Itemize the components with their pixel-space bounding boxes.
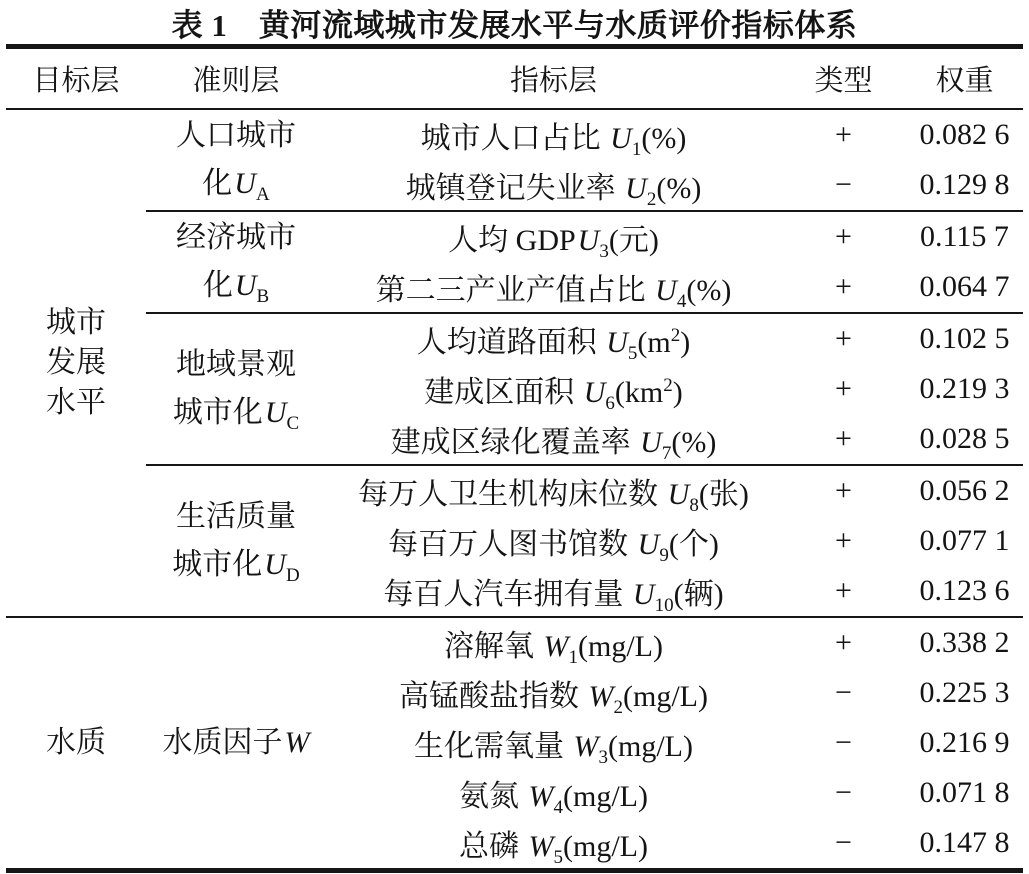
indicator-symbol: U (583, 376, 606, 409)
target-line: 水质 (46, 726, 106, 759)
criterion-subscript: A (255, 184, 270, 205)
weight-cell: 0.115 7 (920, 220, 1009, 253)
indicator-cell (326, 721, 781, 768)
criterion-groups (146, 618, 1023, 868)
indicator-unit: (%) (686, 274, 732, 307)
criterion-symbol: U (264, 548, 286, 581)
indicator-symbol: U (655, 274, 677, 307)
indicator-subscript: 5 (553, 847, 563, 868)
criterion-line1: 生活质量 (176, 500, 296, 533)
indicator-subscript: 4 (553, 797, 563, 818)
criterion-text: 化 (202, 167, 233, 200)
indicator-text: 每百万人图书馆数 (388, 528, 636, 561)
indicator-cell (326, 215, 781, 262)
indicator-text: 建成区面积 (424, 376, 582, 409)
weight-cell: 0.102 5 (919, 322, 1010, 355)
type-cell: + (835, 422, 852, 455)
indicator-unit-close: ) (672, 376, 683, 409)
type-cell: + (835, 474, 852, 507)
indicator-unit: (张) (698, 478, 749, 511)
weight-cell: 0.082 6 (919, 118, 1010, 151)
criterion-group-ud (146, 464, 1023, 616)
criterion-line2 (203, 262, 269, 310)
indicator-text: 建成区绿化覆盖率 (390, 426, 639, 459)
table-row (326, 768, 1023, 818)
weight-cell: 0.147 8 (919, 826, 1010, 859)
criterion-cell (146, 466, 326, 616)
criterion-text: 水质因子 (162, 726, 283, 759)
indicator-text: 城市人口占比 (420, 122, 609, 155)
table-title: 表 1 黄河流域城市发展水平与水质评价指标体系 (171, 7, 858, 43)
table-row (326, 618, 1023, 668)
indicator-subscript: 2 (613, 697, 623, 718)
weight-cell: 0.219 3 (919, 372, 1010, 405)
table-header-row (6, 49, 1023, 110)
weight-cell: 0.071 8 (919, 776, 1010, 809)
indicator-subscript: 9 (659, 545, 669, 566)
weight-cell: 0.077 1 (919, 524, 1010, 557)
table-row (326, 364, 1023, 414)
indicator-rows (326, 110, 1023, 210)
col-header-type: 类型 (814, 65, 873, 97)
indicator-subscript: 5 (627, 343, 638, 364)
indicator-subscript: 4 (676, 291, 687, 312)
indicator-unit: (mg/L) (608, 730, 693, 763)
indicator-rows (326, 314, 1023, 464)
indicator-cell (326, 163, 781, 210)
indicator-subscript: 3 (599, 241, 609, 262)
indicator-symbol: U (632, 578, 655, 611)
indicator-cell (326, 771, 781, 818)
indicator-text: 人均道路面积 (416, 326, 605, 359)
target-cell (6, 110, 146, 616)
type-cell: − (835, 676, 852, 709)
indicator-unit: (m (637, 326, 671, 359)
type-cell: + (835, 626, 852, 659)
target-line: 发展 (46, 346, 106, 379)
indicator-cell (326, 417, 781, 464)
indicator-subscript: 10 (654, 595, 674, 616)
indicator-text: 高锰酸盐指数 (399, 680, 587, 713)
criterion-cell (146, 314, 326, 464)
indicator-text: 生化需氧量 (414, 730, 572, 763)
criterion-line1: 地域景观 (176, 348, 296, 381)
criterion-group-ub (146, 210, 1023, 312)
weight-cell: 0.123 6 (919, 574, 1010, 607)
criterion-group-ua (146, 110, 1023, 210)
col-header-target: 目标层 (32, 65, 120, 97)
indicator-unit: (mg/L) (578, 630, 663, 663)
table-row (326, 160, 1023, 210)
indicator-rows (326, 212, 1023, 312)
criterion-line1: 人口城市 (176, 119, 296, 152)
table-row (326, 414, 1023, 464)
table-row (326, 718, 1023, 768)
weight-cell: 0.028 5 (919, 422, 1010, 455)
criterion-cell (146, 110, 326, 210)
indicator-subscript: 3 (598, 747, 608, 768)
type-cell: − (835, 726, 852, 759)
indicator-cell (326, 671, 781, 718)
table-row (326, 314, 1023, 364)
indicator-unit: (mg/L) (563, 830, 648, 863)
col-header-indicator: 指标层 (509, 65, 597, 97)
table-row (326, 818, 1023, 868)
indicator-cell (326, 569, 781, 616)
criterion-cell (146, 212, 326, 312)
table-row (326, 212, 1023, 262)
indicator-subscript: 1 (631, 139, 642, 160)
indicator-symbol: W (543, 630, 569, 663)
table-row (326, 566, 1023, 616)
indicator-text: 第二三产业产值占比 (375, 274, 654, 307)
criterion-symbol: U (234, 167, 256, 200)
indicator-superscript: 2 (670, 325, 681, 346)
indicator-text: 氨氮 (459, 780, 527, 813)
indicator-superscript: 2 (663, 375, 673, 396)
indicator-symbol: W (528, 830, 554, 863)
weight-cell: 0.129 8 (919, 168, 1010, 201)
criterion-text: 城市化 (172, 548, 263, 581)
indicator-unit: (mg/L) (563, 780, 648, 813)
indicator-symbol: U (667, 478, 690, 511)
criterion-line2 (173, 389, 299, 437)
criterion-groups (146, 110, 1023, 616)
criterion-group-w (146, 618, 1023, 868)
indicator-symbol: U (637, 528, 660, 561)
criterion-cell (146, 618, 326, 868)
weight-cell: 0.056 2 (919, 474, 1010, 507)
indicator-cell (326, 317, 781, 364)
indicator-cell (326, 519, 781, 566)
type-cell: + (835, 322, 852, 355)
section-urban-development (6, 110, 1023, 616)
type-cell: + (835, 574, 852, 607)
indicator-cell (326, 821, 781, 868)
indicator-cell (326, 621, 781, 668)
indicator-cell (326, 469, 781, 516)
indicator-symbol: U (640, 426, 662, 459)
target-line: 水平 (46, 386, 106, 419)
indicator-unit: (元) (608, 224, 659, 257)
weight-cell: 0.064 7 (919, 270, 1010, 303)
criterion-subscript: D (285, 565, 300, 586)
indicator-subscript: 1 (568, 647, 578, 668)
indicator-text: 人均 GDP (448, 224, 576, 257)
criterion-text: 城市化 (172, 396, 263, 429)
bottom-rule (6, 868, 1023, 873)
criterion-symbol: U (234, 269, 257, 302)
criterion-line2 (202, 160, 269, 208)
col-header-criterion: 准则层 (192, 65, 280, 97)
type-cell: + (835, 220, 852, 253)
indicator-symbol: U (606, 326, 628, 359)
indicator-symbol: U (577, 224, 600, 257)
indicator-unit: (个) (668, 528, 719, 561)
indicator-cell (326, 113, 781, 160)
weight-cell: 0.216 9 (919, 726, 1010, 759)
indicator-unit-close: ) (680, 326, 691, 359)
table-row (326, 516, 1023, 566)
indicator-subscript: 6 (605, 393, 615, 414)
criterion-line2 (163, 719, 310, 767)
indicator-cell (326, 367, 781, 414)
indicator-text: 每万人卫生机构床位数 (358, 478, 666, 511)
indicator-symbol: W (573, 730, 599, 763)
indicator-text: 总磷 (459, 830, 527, 863)
indicator-text: 城镇登记失业率 (405, 172, 624, 205)
table-row (326, 668, 1023, 718)
indicator-text: 每百人汽车拥有量 (383, 578, 631, 611)
target-cell (6, 618, 146, 868)
type-cell: + (835, 524, 852, 557)
indicator-unit: (%) (656, 172, 702, 205)
weight-cell: 0.225 3 (919, 676, 1010, 709)
table-row (326, 110, 1023, 160)
indicator-symbol: U (625, 172, 647, 205)
type-cell: − (835, 776, 852, 809)
indicator-symbol: W (588, 680, 614, 713)
col-header-weight: 权重 (935, 65, 994, 97)
indicator-unit: (km (614, 376, 664, 409)
weight-cell: 0.338 2 (919, 626, 1010, 659)
type-cell: − (835, 826, 852, 859)
type-cell: + (835, 118, 852, 151)
criterion-symbol: U (264, 396, 287, 429)
type-cell: − (835, 168, 852, 201)
indicator-subscript: 2 (646, 189, 657, 210)
indicator-rows (326, 618, 1023, 868)
indicator-subscript: 7 (661, 443, 672, 464)
indicator-symbol: U (610, 122, 632, 155)
table-row (326, 466, 1023, 516)
criterion-line1: 经济城市 (176, 221, 296, 254)
target-line: 城市 (46, 306, 106, 339)
indicator-rows (326, 466, 1023, 616)
table-row (326, 262, 1023, 312)
criterion-text: 化 (202, 269, 233, 302)
section-water-quality (6, 616, 1023, 868)
indicator-symbol: W (528, 780, 554, 813)
indicator-text: 溶解氧 (444, 630, 542, 663)
criterion-symbol: W (284, 726, 310, 759)
indicator-unit: (辆) (673, 578, 724, 611)
criterion-line2 (172, 541, 299, 589)
indicator-unit: (%) (641, 122, 687, 155)
criterion-subscript: C (286, 413, 300, 434)
criterion-group-uc (146, 312, 1023, 464)
indicator-cell (326, 265, 781, 312)
type-cell: + (835, 372, 852, 405)
indicator-subscript: 8 (689, 495, 699, 516)
indicator-unit: (mg/L) (623, 680, 708, 713)
type-cell: + (835, 270, 852, 303)
indicator-unit: (%) (671, 426, 717, 459)
criterion-subscript: B (256, 286, 270, 307)
